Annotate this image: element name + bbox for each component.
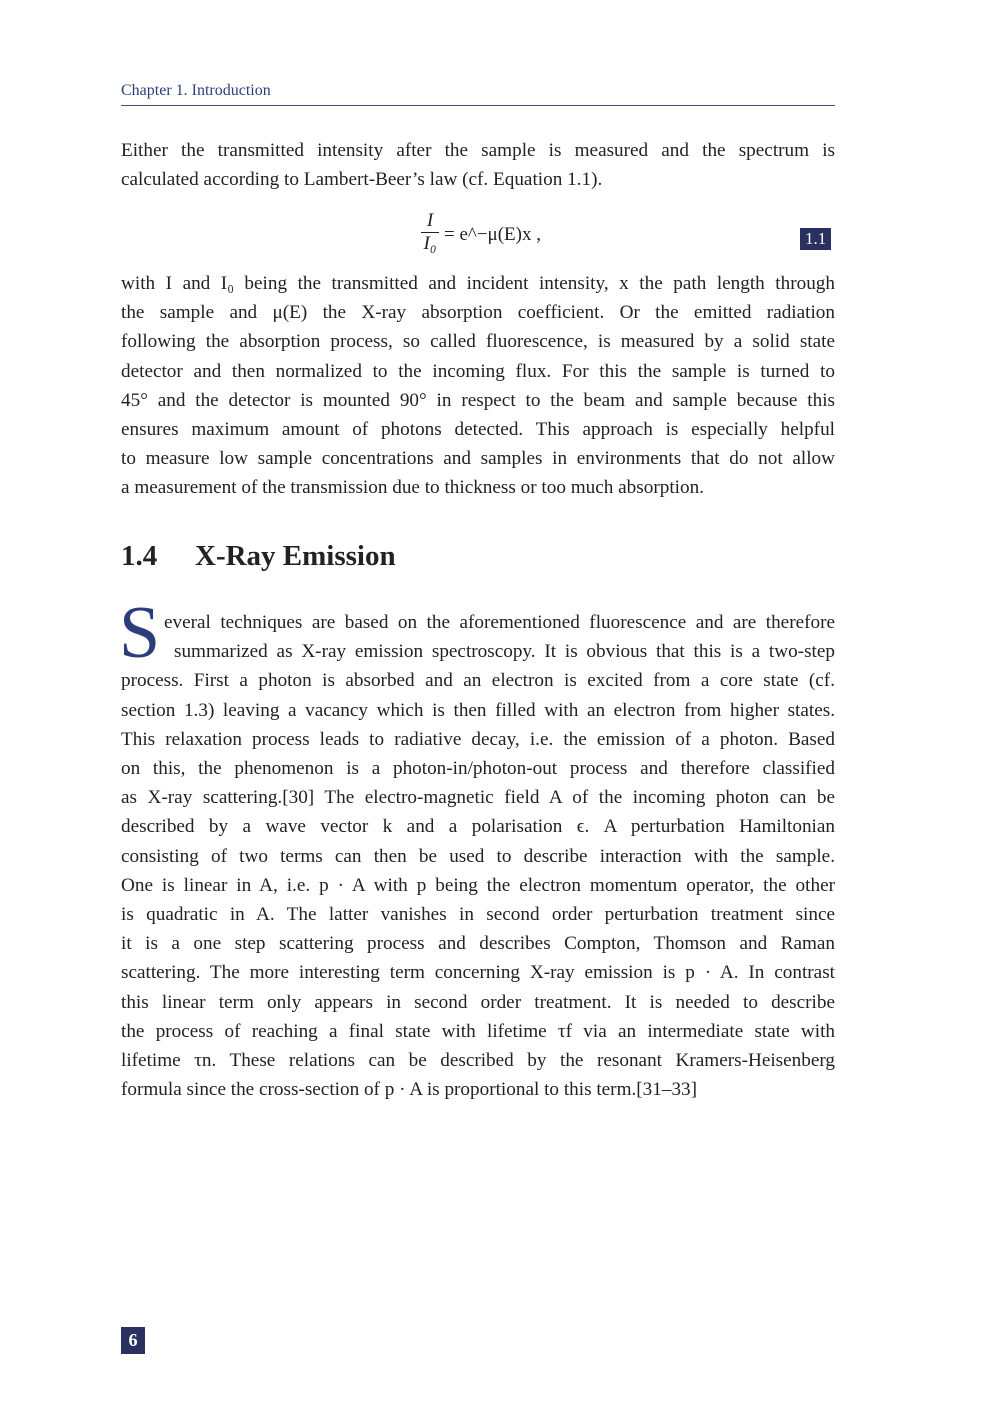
intro-paragraph (121, 136, 835, 194)
text-line: ensures maximum amount of photons detected. This approach is especially helpful (121, 419, 835, 441)
text-line: process. First a photon is absorbed and an electron is excited from a core state (cf. (121, 670, 835, 692)
text-line: is quadratic in A. The latter vanishes in second order perturbation treatment since (121, 904, 835, 926)
equation-numerator: I (426, 210, 434, 231)
text-line: lifetime τn. These relations can be described by the resonant Kramers-Heisenberg (121, 1050, 835, 1072)
text-line: One is linear in A, i.e. p · A with p being the electron momentum operator, the other (121, 874, 835, 896)
text-line: described by a wave vector k and a polarisation ϵ. A perturbation Hamiltonian (121, 816, 835, 838)
text-line: it is a one step scattering process and describes Compton, Thomson and Raman (121, 933, 835, 955)
text-line: to measure low sample concentrations and samples in environments that do not allow (121, 448, 835, 470)
equation-denominator: I₀ (423, 233, 437, 254)
text-line: calculated according to Lambert-Beer’s law (cf. Equation 1.1). (121, 169, 603, 191)
text-line: the sample and μ(E) the X-ray absorption coefficient. Or the emitted radiation (121, 302, 835, 324)
page-number: 6 (121, 1327, 145, 1354)
text-line: formula since the cross-section of p · A is proportional to this term.[31–33] (121, 1079, 698, 1101)
running-header (121, 82, 835, 106)
text-line: the process of reaching a final state with lifetime τf via an intermediate state with (121, 1020, 835, 1042)
text-line: consisting of two terms can then be used to describe interaction with the sample. (121, 845, 835, 867)
text-line: This relaxation process leads to radiative decay, i.e. the emission of a photon. Based (121, 728, 835, 750)
text-line: as X-ray scattering.[30] The electro-magnetic field A of the incoming photon can be (121, 787, 835, 809)
drop-cap: S (119, 592, 161, 674)
text-line: on this, the phenomenon is a photon-in/photon-out process and therefore classified (121, 758, 835, 780)
text-line: section 1.3) leaving a vacancy which is then filled with an electron from higher states. (121, 699, 835, 721)
section-paragraph (121, 608, 835, 1104)
text-line: summarized as X-ray emission spectroscopy. It is obvious that this is a two-step (174, 641, 835, 663)
text-line: 45° and the detector is mounted 90° in respect to the beam and sample because this (121, 389, 835, 411)
text-line: scattering. The more interesting term concerning X-ray emission is p · A. In contrast (121, 962, 835, 984)
text-line: everal techniques are based on the aforementioned fluorescence and are therefore (164, 612, 835, 633)
text-line: following the absorption process, so called fluorescence, is measured by a solid state (121, 331, 835, 353)
equation-rhs: = e^−μ(E)x , (444, 224, 541, 245)
running-head-text: Chapter 1. Introduction (121, 82, 271, 99)
equation-fraction (420, 210, 440, 255)
section-title: X-Ray Emission (195, 540, 396, 572)
section-number: 1.4 (121, 540, 158, 572)
text-line: this linear term only appears in second order treatment. It is needed to describe (121, 991, 835, 1013)
section-heading (121, 540, 396, 573)
text-line: detector and then normalized to the incoming flux. For this the sample is turned to (121, 360, 835, 382)
text-line: with I and I₀ being the transmitted and incident intensity, x the path length through (121, 273, 835, 294)
equation-number-badge: 1.1 (800, 228, 831, 250)
text-line: a measurement of the transmission due to thickness or too much absorption. (121, 477, 704, 499)
after-equation-paragraph (121, 269, 835, 503)
text-line: Either the transmitted intensity after the sample is measured and the spectrum is (121, 140, 835, 161)
